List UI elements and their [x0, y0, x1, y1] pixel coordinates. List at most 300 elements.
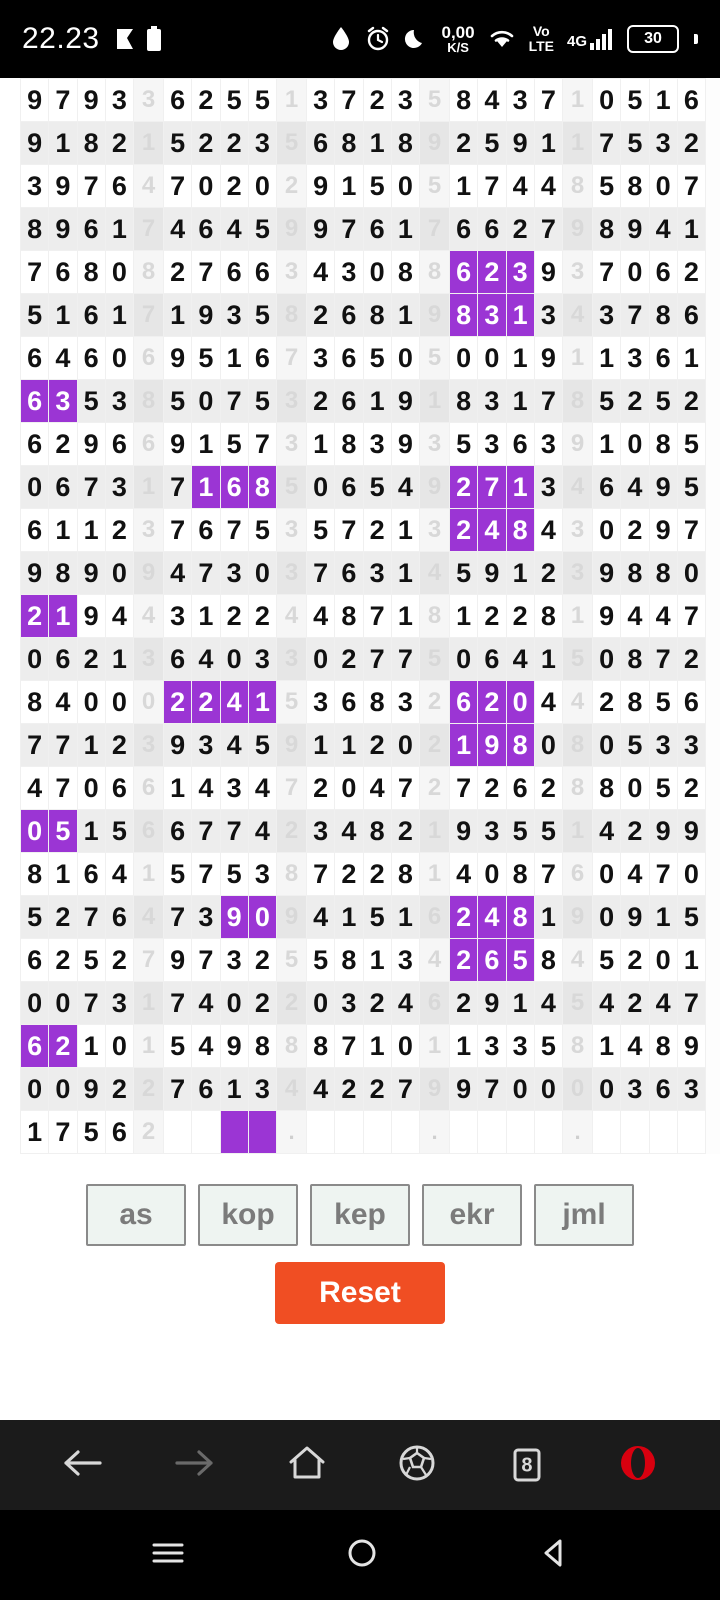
grid-cell[interactable]: 2: [248, 939, 276, 982]
grid-separator-cell[interactable]: 7: [420, 208, 450, 251]
grid-cell-highlighted[interactable]: 4: [220, 681, 248, 724]
grid-cell[interactable]: 8: [21, 681, 49, 724]
grid-cell[interactable]: 3: [478, 1025, 506, 1068]
grid-cell[interactable]: 0: [77, 767, 105, 810]
grid-cell[interactable]: 2: [478, 595, 506, 638]
grid-cell[interactable]: 0: [621, 251, 649, 294]
grid-cell[interactable]: 3: [105, 466, 133, 509]
grid-cell[interactable]: 5: [593, 380, 621, 423]
grid-cell-highlighted[interactable]: 2: [450, 896, 478, 939]
grid-cell[interactable]: 7: [534, 79, 562, 122]
grid-cell[interactable]: 1: [164, 294, 192, 337]
grid-cell[interactable]: 1: [363, 1025, 391, 1068]
grid-cell[interactable]: 9: [192, 294, 220, 337]
grid-separator-cell[interactable]: 9: [420, 1068, 450, 1111]
grid-cell[interactable]: 9: [77, 423, 105, 466]
grid-cell[interactable]: 2: [506, 208, 534, 251]
grid-cell[interactable]: 2: [307, 380, 335, 423]
grid-cell[interactable]: 3: [391, 939, 419, 982]
grid-separator-cell[interactable]: .: [277, 1111, 307, 1154]
grid-cell[interactable]: 5: [248, 294, 276, 337]
grid-cell[interactable]: 4: [593, 810, 621, 853]
grid-separator-cell[interactable]: 7: [134, 294, 164, 337]
grid-cell[interactable]: 1: [335, 724, 363, 767]
grid-cell[interactable]: 4: [220, 208, 248, 251]
grid-cell[interactable]: 0: [21, 638, 49, 681]
grid-cell[interactable]: 9: [649, 810, 677, 853]
grid-cell[interactable]: 8: [649, 1025, 677, 1068]
grid-cell[interactable]: 5: [220, 853, 248, 896]
grid-separator-cell[interactable]: 3: [563, 509, 593, 552]
grid-separator-cell[interactable]: 9: [277, 724, 307, 767]
grid-cell[interactable]: 3: [105, 79, 133, 122]
grid-cell[interactable]: [593, 1111, 621, 1154]
grid-cell[interactable]: 4: [391, 466, 419, 509]
grid-cell[interactable]: 5: [677, 423, 705, 466]
forward-arrow-icon[interactable]: [173, 1445, 217, 1486]
grid-cell[interactable]: 0: [192, 380, 220, 423]
grid-cell[interactable]: 2: [621, 380, 649, 423]
grid-cell[interactable]: 5: [621, 122, 649, 165]
grid-cell[interactable]: 8: [77, 122, 105, 165]
grid-cell[interactable]: 2: [220, 595, 248, 638]
grid-cell-highlighted[interactable]: 3: [506, 251, 534, 294]
grid-cell[interactable]: 4: [307, 595, 335, 638]
grid-cell[interactable]: 5: [478, 122, 506, 165]
grid-cell[interactable]: 8: [534, 595, 562, 638]
grid-cell[interactable]: 9: [534, 251, 562, 294]
grid-cell[interactable]: 7: [220, 509, 248, 552]
grid-cell[interactable]: 1: [450, 595, 478, 638]
grid-cell[interactable]: 1: [335, 165, 363, 208]
grid-cell[interactable]: 8: [534, 939, 562, 982]
grid-cell[interactable]: 4: [49, 681, 77, 724]
grid-separator-cell[interactable]: 9: [563, 896, 593, 939]
grid-cell[interactable]: 1: [105, 638, 133, 681]
grid-cell[interactable]: 4: [363, 767, 391, 810]
grid-cell[interactable]: 8: [307, 1025, 335, 1068]
grid-cell[interactable]: 4: [478, 79, 506, 122]
grid-cell[interactable]: 0: [105, 552, 133, 595]
grid-cell[interactable]: 9: [677, 1025, 705, 1068]
grid-cell-highlighted[interactable]: [220, 1111, 248, 1154]
grid-separator-cell[interactable]: 4: [277, 595, 307, 638]
grid-cell[interactable]: 8: [363, 810, 391, 853]
grid-cell[interactable]: 4: [220, 724, 248, 767]
grid-cell[interactable]: 6: [248, 251, 276, 294]
grid-cell[interactable]: 0: [478, 337, 506, 380]
grid-cell[interactable]: 2: [534, 767, 562, 810]
grid-cell-highlighted[interactable]: 2: [164, 681, 192, 724]
grid-cell[interactable]: 8: [21, 208, 49, 251]
grid-cell[interactable]: 4: [506, 638, 534, 681]
grid-cell[interactable]: 9: [677, 810, 705, 853]
grid-cell[interactable]: 2: [363, 1068, 391, 1111]
grid-cell-highlighted[interactable]: 9: [220, 896, 248, 939]
grid-cell[interactable]: 1: [677, 208, 705, 251]
grid-cell[interactable]: 3: [478, 380, 506, 423]
grid-cell[interactable]: 5: [363, 896, 391, 939]
grid-cell[interactable]: 4: [192, 982, 220, 1025]
grid-cell[interactable]: 7: [49, 1111, 77, 1154]
grid-cell[interactable]: 2: [677, 638, 705, 681]
grid-cell[interactable]: 2: [335, 1068, 363, 1111]
grid-cell[interactable]: 7: [192, 810, 220, 853]
grid-cell[interactable]: 7: [478, 165, 506, 208]
grid-cell[interactable]: 9: [621, 208, 649, 251]
grid-cell[interactable]: 9: [164, 423, 192, 466]
grid-cell[interactable]: 4: [593, 982, 621, 1025]
grid-cell[interactable]: 6: [21, 939, 49, 982]
grid-cell[interactable]: 0: [391, 724, 419, 767]
grid-cell[interactable]: 9: [649, 509, 677, 552]
grid-cell[interactable]: 0: [192, 165, 220, 208]
grid-cell[interactable]: 1: [506, 982, 534, 1025]
grid-cell-highlighted[interactable]: 1: [506, 294, 534, 337]
grid-cell[interactable]: 0: [391, 165, 419, 208]
grid-cell[interactable]: 1: [534, 122, 562, 165]
grid-cell[interactable]: 6: [677, 681, 705, 724]
grid-cell[interactable]: 6: [105, 165, 133, 208]
grid-cell[interactable]: 8: [621, 638, 649, 681]
grid-cell[interactable]: 3: [248, 638, 276, 681]
grid-cell[interactable]: 7: [677, 595, 705, 638]
tabs-icon[interactable]: [507, 1443, 547, 1487]
grid-cell[interactable]: 2: [164, 251, 192, 294]
grid-cell-highlighted[interactable]: 6: [450, 251, 478, 294]
grid-separator-cell[interactable]: 3: [277, 251, 307, 294]
grid-cell[interactable]: 0: [677, 552, 705, 595]
grid-cell[interactable]: 7: [164, 165, 192, 208]
grid-cell[interactable]: 9: [77, 79, 105, 122]
grid-cell[interactable]: 3: [621, 337, 649, 380]
grid-cell[interactable]: 8: [391, 122, 419, 165]
grid-cell[interactable]: 9: [307, 208, 335, 251]
grid-cell[interactable]: 1: [335, 896, 363, 939]
grid-separator-cell[interactable]: 8: [420, 595, 450, 638]
grid-cell[interactable]: 7: [164, 466, 192, 509]
grid-cell-highlighted[interactable]: 2: [478, 681, 506, 724]
grid-separator-cell[interactable]: 3: [277, 423, 307, 466]
grid-cell[interactable]: 9: [307, 165, 335, 208]
grid-separator-cell[interactable]: 3: [134, 638, 164, 681]
grid-cell[interactable]: 6: [478, 638, 506, 681]
grid-cell[interactable]: 1: [391, 208, 419, 251]
grid-separator-cell[interactable]: 7: [277, 767, 307, 810]
grid-cell[interactable]: 8: [506, 853, 534, 896]
grid-cell[interactable]: 4: [391, 982, 419, 1025]
grid-cell[interactable]: 5: [506, 810, 534, 853]
grid-cell[interactable]: 6: [192, 509, 220, 552]
grid-separator-cell[interactable]: 8: [420, 251, 450, 294]
grid-cell[interactable]: 3: [677, 724, 705, 767]
grid-separator-cell[interactable]: 3: [277, 552, 307, 595]
grid-cell[interactable]: 3: [649, 122, 677, 165]
grid-cell[interactable]: 1: [450, 1025, 478, 1068]
grid-cell[interactable]: 2: [307, 767, 335, 810]
grid-cell[interactable]: 3: [391, 79, 419, 122]
grid-cell[interactable]: 5: [307, 939, 335, 982]
grid-cell[interactable]: 6: [164, 79, 192, 122]
grid-cell[interactable]: 7: [307, 552, 335, 595]
grid-cell[interactable]: 0: [105, 251, 133, 294]
grid-cell[interactable]: 6: [49, 466, 77, 509]
grid-cell[interactable]: 7: [49, 79, 77, 122]
grid-cell[interactable]: 7: [49, 767, 77, 810]
grid-cell[interactable]: 2: [105, 122, 133, 165]
grid-separator-cell[interactable]: 8: [563, 724, 593, 767]
grid-separator-cell[interactable]: 9: [420, 466, 450, 509]
grid-cell-highlighted[interactable]: 2: [192, 681, 220, 724]
grid-cell[interactable]: 8: [248, 1025, 276, 1068]
grid-cell[interactable]: 5: [363, 337, 391, 380]
grid-cell[interactable]: 8: [335, 122, 363, 165]
chip-as[interactable]: as: [86, 1184, 186, 1246]
grid-cell[interactable]: 9: [478, 982, 506, 1025]
grid-cell[interactable]: 1: [164, 767, 192, 810]
grid-separator-cell[interactable]: 5: [563, 638, 593, 681]
grid-cell-highlighted[interactable]: 1: [450, 724, 478, 767]
grid-cell[interactable]: 2: [105, 939, 133, 982]
grid-separator-cell[interactable]: 9: [277, 896, 307, 939]
grid-cell[interactable]: 0: [450, 337, 478, 380]
grid-cell-highlighted[interactable]: 0: [21, 810, 49, 853]
grid-cell[interactable]: 2: [621, 939, 649, 982]
grid-cell[interactable]: 3: [391, 681, 419, 724]
grid-cell[interactable]: 6: [21, 423, 49, 466]
grid-cell[interactable]: [506, 1111, 534, 1154]
grid-cell[interactable]: 4: [534, 982, 562, 1025]
grid-cell[interactable]: 5: [363, 165, 391, 208]
grid-cell[interactable]: 3: [593, 294, 621, 337]
grid-cell[interactable]: 8: [335, 423, 363, 466]
grid-cell[interactable]: 0: [593, 638, 621, 681]
grid-cell[interactable]: 1: [363, 122, 391, 165]
grid-cell[interactable]: 4: [307, 251, 335, 294]
grid-separator-cell[interactable]: 5: [277, 681, 307, 724]
grid-separator-cell[interactable]: 7: [277, 337, 307, 380]
grid-cell[interactable]: 8: [621, 681, 649, 724]
grid-cell[interactable]: 2: [77, 638, 105, 681]
grid-separator-cell[interactable]: 4: [134, 165, 164, 208]
grid-cell[interactable]: 7: [77, 896, 105, 939]
grid-cell[interactable]: 0: [506, 1068, 534, 1111]
grid-cell-highlighted[interactable]: 5: [506, 939, 534, 982]
grid-separator-cell[interactable]: 0: [563, 1068, 593, 1111]
grid-separator-cell[interactable]: 4: [563, 294, 593, 337]
grid-separator-cell[interactable]: 3: [420, 423, 450, 466]
grid-cell[interactable]: 1: [49, 509, 77, 552]
grid-cell[interactable]: 2: [363, 853, 391, 896]
grid-cell[interactable]: 8: [335, 595, 363, 638]
grid-cell[interactable]: 1: [506, 380, 534, 423]
grid-separator-cell[interactable]: 1: [563, 810, 593, 853]
grid-cell[interactable]: 0: [593, 509, 621, 552]
grid-separator-cell[interactable]: 1: [420, 810, 450, 853]
grid-cell[interactable]: 0: [77, 681, 105, 724]
grid-cell[interactable]: 3: [534, 423, 562, 466]
grid-cell[interactable]: 0: [248, 552, 276, 595]
opera-logo-icon[interactable]: [616, 1441, 660, 1490]
grid-cell[interactable]: [534, 1111, 562, 1154]
grid-cell[interactable]: 9: [164, 939, 192, 982]
chip-kop[interactable]: kop: [198, 1184, 298, 1246]
grid-cell[interactable]: 9: [77, 552, 105, 595]
grid-cell[interactable]: 3: [506, 79, 534, 122]
grid-cell[interactable]: 3: [335, 982, 363, 1025]
grid-cell[interactable]: 1: [649, 79, 677, 122]
grid-cell[interactable]: 4: [506, 165, 534, 208]
grid-cell[interactable]: 6: [335, 681, 363, 724]
grid-cell[interactable]: 6: [220, 251, 248, 294]
grid-cell[interactable]: 3: [105, 380, 133, 423]
grid-cell[interactable]: [335, 1111, 363, 1154]
grid-cell-highlighted[interactable]: 8: [248, 466, 276, 509]
grid-separator-cell[interactable]: 6: [563, 853, 593, 896]
grid-cell[interactable]: 5: [307, 509, 335, 552]
grid-cell[interactable]: 0: [593, 896, 621, 939]
grid-separator-cell[interactable]: 4: [420, 939, 450, 982]
grid-cell-highlighted[interactable]: 3: [49, 380, 77, 423]
grid-cell[interactable]: 6: [506, 423, 534, 466]
grid-separator-cell[interactable]: 9: [277, 208, 307, 251]
grid-cell[interactable]: 2: [363, 79, 391, 122]
grid-separator-cell[interactable]: 5: [420, 638, 450, 681]
grid-cell-highlighted[interactable]: 7: [478, 466, 506, 509]
grid-cell[interactable]: 0: [478, 853, 506, 896]
grid-cell[interactable]: 0: [105, 681, 133, 724]
grid-cell[interactable]: 6: [192, 208, 220, 251]
grid-cell[interactable]: 2: [220, 122, 248, 165]
grid-separator-cell[interactable]: 3: [134, 79, 164, 122]
grid-separator-cell[interactable]: 1: [134, 853, 164, 896]
grid-cell[interactable]: 0: [391, 1025, 419, 1068]
grid-cell-highlighted[interactable]: 0: [506, 681, 534, 724]
grid-cell[interactable]: 6: [478, 208, 506, 251]
grid-cell[interactable]: 0: [105, 1025, 133, 1068]
grid-cell[interactable]: 0: [335, 767, 363, 810]
grid-cell[interactable]: 5: [534, 810, 562, 853]
grid-cell[interactable]: 8: [593, 208, 621, 251]
grid-cell[interactable]: 4: [621, 853, 649, 896]
grid-cell[interactable]: 3: [307, 79, 335, 122]
grid-cell[interactable]: 3: [307, 810, 335, 853]
grid-cell[interactable]: 7: [534, 853, 562, 896]
grid-cell[interactable]: 7: [450, 767, 478, 810]
grid-cell[interactable]: 7: [391, 1068, 419, 1111]
grid-cell-highlighted[interactable]: 8: [450, 294, 478, 337]
grid-cell[interactable]: 3: [478, 423, 506, 466]
grid-cell[interactable]: 9: [506, 122, 534, 165]
grid-cell[interactable]: 8: [335, 939, 363, 982]
grid-cell[interactable]: 1: [77, 1025, 105, 1068]
grid-cell-highlighted[interactable]: 1: [248, 681, 276, 724]
home-icon[interactable]: [286, 1443, 328, 1488]
grid-cell[interactable]: 9: [534, 337, 562, 380]
grid-separator-cell[interactable]: 7: [134, 939, 164, 982]
grid-cell[interactable]: 8: [450, 380, 478, 423]
grid-cell[interactable]: 4: [621, 595, 649, 638]
grid-separator-cell[interactable]: 8: [134, 380, 164, 423]
grid-separator-cell[interactable]: 5: [420, 79, 450, 122]
grid-cell[interactable]: 3: [220, 767, 248, 810]
grid-separator-cell[interactable]: 1: [420, 1025, 450, 1068]
grid-cell-highlighted[interactable]: 8: [506, 724, 534, 767]
grid-separator-cell[interactable]: 7: [134, 208, 164, 251]
grid-cell[interactable]: 8: [391, 853, 419, 896]
grid-cell[interactable]: 3: [220, 552, 248, 595]
grid-cell[interactable]: 1: [391, 294, 419, 337]
grid-cell[interactable]: 3: [478, 810, 506, 853]
grid-cell[interactable]: 5: [248, 724, 276, 767]
grid-separator-cell[interactable]: 5: [420, 337, 450, 380]
grid-cell[interactable]: 2: [105, 724, 133, 767]
grid-cell[interactable]: 6: [21, 337, 49, 380]
grid-cell[interactable]: 6: [105, 896, 133, 939]
grid-cell-highlighted[interactable]: 6: [21, 380, 49, 423]
grid-cell-highlighted[interactable]: 2: [49, 1025, 77, 1068]
grid-cell[interactable]: 4: [248, 767, 276, 810]
grid-cell[interactable]: [621, 1111, 649, 1154]
grid-cell[interactable]: 1: [506, 337, 534, 380]
grid-cell[interactable]: 9: [649, 466, 677, 509]
grid-cell[interactable]: 2: [534, 552, 562, 595]
grid-cell[interactable]: 3: [192, 896, 220, 939]
grid-separator-cell[interactable]: 9: [563, 423, 593, 466]
grid-cell[interactable]: 2: [192, 79, 220, 122]
grid-cell[interactable]: 6: [335, 466, 363, 509]
grid-cell[interactable]: 2: [677, 122, 705, 165]
grid-cell[interactable]: 1: [534, 638, 562, 681]
grid-cell-highlighted[interactable]: 4: [478, 896, 506, 939]
grid-cell[interactable]: 9: [621, 896, 649, 939]
chip-kep[interactable]: kep: [310, 1184, 410, 1246]
grid-cell[interactable]: 2: [192, 122, 220, 165]
grid-cell[interactable]: 6: [77, 294, 105, 337]
grid-cell[interactable]: 9: [21, 79, 49, 122]
grid-cell[interactable]: 5: [164, 380, 192, 423]
grid-separator-cell[interactable]: 5: [563, 982, 593, 1025]
grid-cell[interactable]: 3: [307, 337, 335, 380]
grid-separator-cell[interactable]: 8: [277, 294, 307, 337]
grid-separator-cell[interactable]: 9: [134, 552, 164, 595]
grid-cell[interactable]: 2: [450, 122, 478, 165]
grid-cell[interactable]: 4: [335, 810, 363, 853]
grid-cell[interactable]: 9: [164, 337, 192, 380]
home-circle-icon[interactable]: [344, 1535, 380, 1576]
grid-cell-highlighted[interactable]: 6: [478, 939, 506, 982]
grid-cell[interactable]: 5: [450, 423, 478, 466]
grid-separator-cell[interactable]: 9: [420, 294, 450, 337]
grid-cell[interactable]: 7: [335, 509, 363, 552]
grid-cell[interactable]: 1: [391, 509, 419, 552]
grid-cell[interactable]: 7: [307, 853, 335, 896]
reset-button[interactable]: Reset: [275, 1262, 445, 1324]
grid-cell[interactable]: 0: [21, 1068, 49, 1111]
grid-cell-highlighted[interactable]: 1: [506, 466, 534, 509]
grid-cell[interactable]: 7: [21, 251, 49, 294]
grid-cell[interactable]: 6: [593, 466, 621, 509]
grid-cell[interactable]: 3: [534, 466, 562, 509]
grid-separator-cell[interactable]: 2: [277, 810, 307, 853]
grid-cell[interactable]: 5: [534, 1025, 562, 1068]
grid-cell[interactable]: 5: [677, 466, 705, 509]
grid-cell[interactable]: 3: [363, 552, 391, 595]
grid-cell[interactable]: 1: [77, 724, 105, 767]
grid-cell[interactable]: 3: [248, 1068, 276, 1111]
grid-cell[interactable]: 3: [220, 294, 248, 337]
grid-cell[interactable]: 6: [677, 294, 705, 337]
